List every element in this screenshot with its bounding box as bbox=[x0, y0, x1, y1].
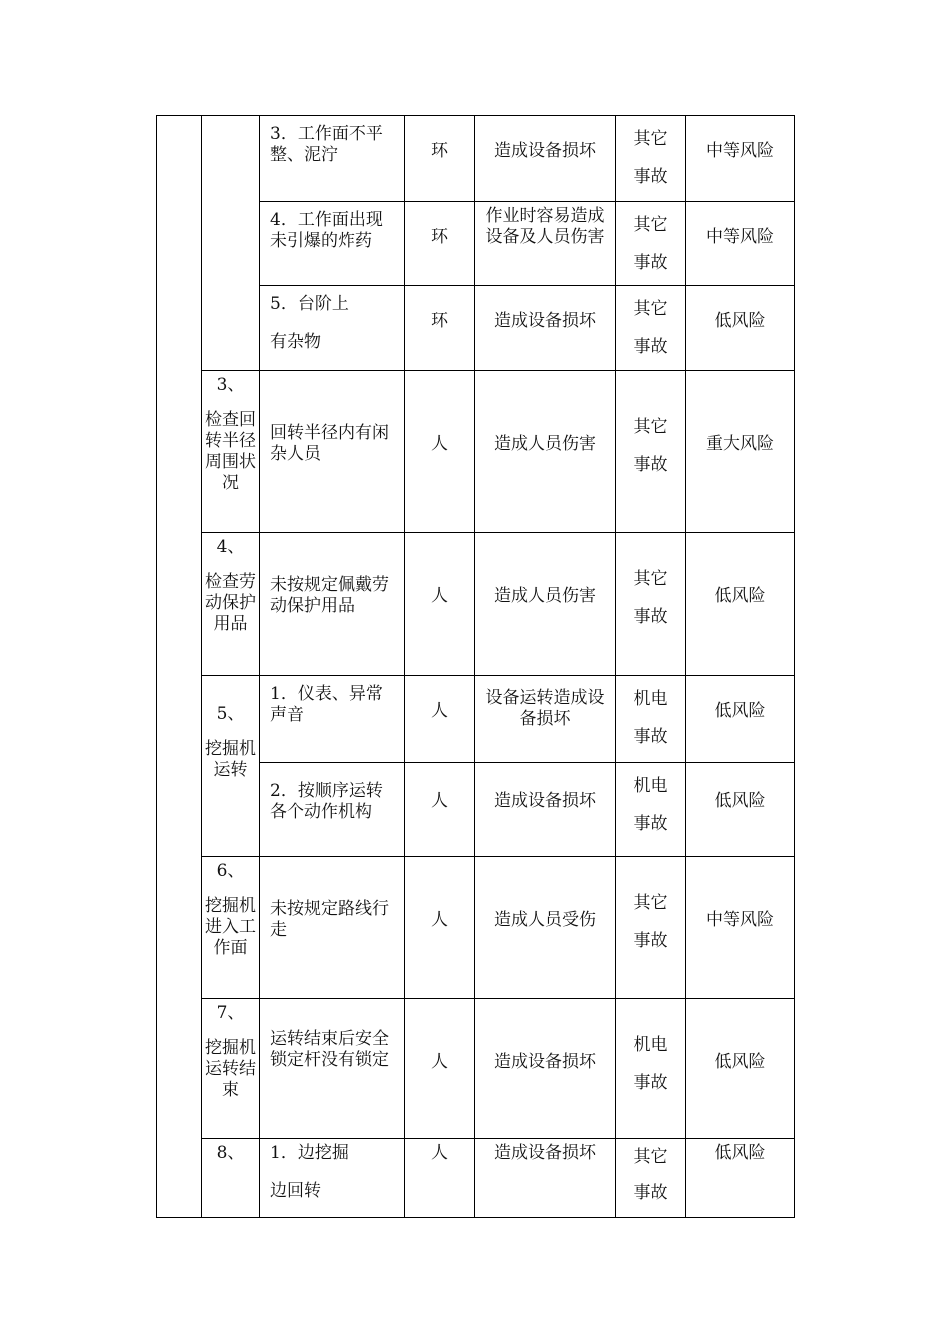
accident-type-line1: 其它 bbox=[633, 1147, 668, 1167]
hazard-line1: 1．边挖掘 bbox=[270, 1143, 349, 1163]
category-cell: 环 bbox=[405, 286, 475, 371]
section-label: 挖掘机运转结束 bbox=[205, 1038, 256, 1100]
table-row bbox=[157, 116, 795, 202]
accident-type-cell bbox=[616, 371, 686, 533]
category-cell: 环 bbox=[405, 202, 475, 286]
accident-type-cell bbox=[616, 999, 686, 1139]
accident-type-line2: 事故 bbox=[633, 253, 668, 273]
table-row bbox=[157, 371, 795, 533]
hazard-cell: 未按规定佩戴劳动保护用品 bbox=[260, 533, 405, 676]
category-cell: 人 bbox=[405, 533, 475, 676]
hazard-cell: 3．工作面不平整、泥泞 bbox=[260, 116, 405, 202]
hazard-cell bbox=[260, 1139, 405, 1218]
risk-table bbox=[156, 115, 795, 1218]
accident-type-line1: 机电 bbox=[633, 776, 668, 796]
table-row bbox=[157, 999, 795, 1139]
accident-type-line2: 事故 bbox=[633, 455, 668, 475]
risk-level-cell: 低风险 bbox=[686, 763, 795, 857]
accident-type-cell bbox=[616, 857, 686, 999]
accident-type-line1: 其它 bbox=[633, 417, 668, 437]
consequence-cell: 造成设备损坏 bbox=[475, 286, 616, 371]
risk-level-cell: 中等风险 bbox=[686, 857, 795, 999]
risk-level-cell: 低风险 bbox=[686, 999, 795, 1139]
accident-type-cell bbox=[616, 763, 686, 857]
accident-type-line1: 机电 bbox=[633, 689, 668, 709]
table-row bbox=[157, 857, 795, 999]
section-label: 检查回转半径周围状况 bbox=[205, 410, 256, 493]
consequence-cell: 造成设备损坏 bbox=[475, 116, 616, 202]
section-number: 3、 bbox=[216, 375, 245, 395]
hazard-cell: 回转半径内有闲杂人员 bbox=[260, 371, 405, 533]
accident-type-line1: 其它 bbox=[633, 893, 668, 913]
category-cell: 人 bbox=[405, 676, 475, 763]
accident-type-line2: 事故 bbox=[633, 167, 668, 187]
hazard-line2: 边回转 bbox=[270, 1181, 321, 1201]
table-row bbox=[157, 533, 795, 676]
category-cell: 人 bbox=[405, 857, 475, 999]
hazard-cell bbox=[260, 286, 405, 371]
accident-type-cell bbox=[616, 116, 686, 202]
hazard-cell: 4．工作面出现未引爆的炸药 bbox=[260, 202, 405, 286]
risk-level-cell: 低风险 bbox=[686, 676, 795, 763]
consequence-cell: 造成人员伤害 bbox=[475, 533, 616, 676]
accident-type-line2: 事故 bbox=[633, 337, 668, 357]
risk-level-cell: 低风险 bbox=[686, 286, 795, 371]
section-number: 8、 bbox=[216, 1143, 245, 1163]
hazard-cell: 2．按顺序运转各个动作机构 bbox=[260, 763, 405, 857]
consequence-cell: 造成人员受伤 bbox=[475, 857, 616, 999]
consequence-cell: 造成设备损坏 bbox=[475, 999, 616, 1139]
category-cell: 环 bbox=[405, 116, 475, 202]
consequence-cell: 作业时容易造成设备及人员伤害 bbox=[475, 202, 616, 286]
consequence-cell: 造成设备损坏 bbox=[475, 1139, 616, 1218]
section-number: 6、 bbox=[216, 861, 245, 881]
accident-type-line2: 事故 bbox=[633, 931, 668, 951]
category-cell: 人 bbox=[405, 999, 475, 1139]
risk-level-cell: 低风险 bbox=[686, 533, 795, 676]
section-cell bbox=[202, 371, 260, 533]
accident-type-cell bbox=[616, 1139, 686, 1218]
section-label: 挖掘机运转 bbox=[205, 739, 256, 780]
consequence-cell: 设备运转造成设备损坏 bbox=[475, 676, 616, 763]
accident-type-cell bbox=[616, 533, 686, 676]
risk-level-cell: 低风险 bbox=[686, 1139, 795, 1218]
risk-level-cell: 中等风险 bbox=[686, 202, 795, 286]
section-cell bbox=[202, 1139, 260, 1218]
table-row bbox=[157, 1139, 795, 1218]
outer-column-cell bbox=[157, 116, 202, 1218]
accident-type-line2: 事故 bbox=[633, 607, 668, 627]
hazard-cell: 1．仪表、异常声音 bbox=[260, 676, 405, 763]
hazard-line1: 5．台阶上 bbox=[270, 294, 349, 314]
accident-type-line1: 机电 bbox=[633, 1035, 668, 1055]
consequence-cell: 造成设备损坏 bbox=[475, 763, 616, 857]
section-label: 检查劳动保护用品 bbox=[205, 572, 256, 634]
category-cell: 人 bbox=[405, 1139, 475, 1218]
accident-type-cell bbox=[616, 676, 686, 763]
accident-type-cell bbox=[616, 202, 686, 286]
accident-type-line2: 事故 bbox=[633, 1183, 668, 1203]
accident-type-line2: 事故 bbox=[633, 727, 668, 747]
hazard-line2: 有杂物 bbox=[270, 332, 321, 352]
accident-type-line2: 事故 bbox=[633, 1073, 668, 1093]
hazard-cell: 未按规定路线行走 bbox=[260, 857, 405, 999]
section-cell bbox=[202, 533, 260, 676]
accident-type-line1: 其它 bbox=[633, 299, 668, 319]
hazard-cell: 运转结束后安全锁定杆没有锁定 bbox=[260, 999, 405, 1139]
accident-type-cell bbox=[616, 286, 686, 371]
accident-type-line1: 其它 bbox=[633, 215, 668, 235]
section-cell-empty bbox=[202, 116, 260, 371]
category-cell: 人 bbox=[405, 763, 475, 857]
section-number: 7、 bbox=[216, 1003, 245, 1023]
risk-level-cell: 重大风险 bbox=[686, 371, 795, 533]
accident-type-line2: 事故 bbox=[633, 814, 668, 834]
section-label: 挖掘机进入工作面 bbox=[205, 896, 256, 958]
category-cell: 人 bbox=[405, 371, 475, 533]
section-number: 5、 bbox=[216, 704, 245, 724]
accident-type-line1: 其它 bbox=[633, 569, 668, 589]
accident-type-line1: 其它 bbox=[633, 129, 668, 149]
risk-level-cell: 中等风险 bbox=[686, 116, 795, 202]
section-cell bbox=[202, 676, 260, 857]
section-cell bbox=[202, 999, 260, 1139]
table-row bbox=[157, 676, 795, 763]
section-number: 4、 bbox=[216, 537, 245, 557]
section-cell bbox=[202, 857, 260, 999]
consequence-cell: 造成人员伤害 bbox=[475, 371, 616, 533]
